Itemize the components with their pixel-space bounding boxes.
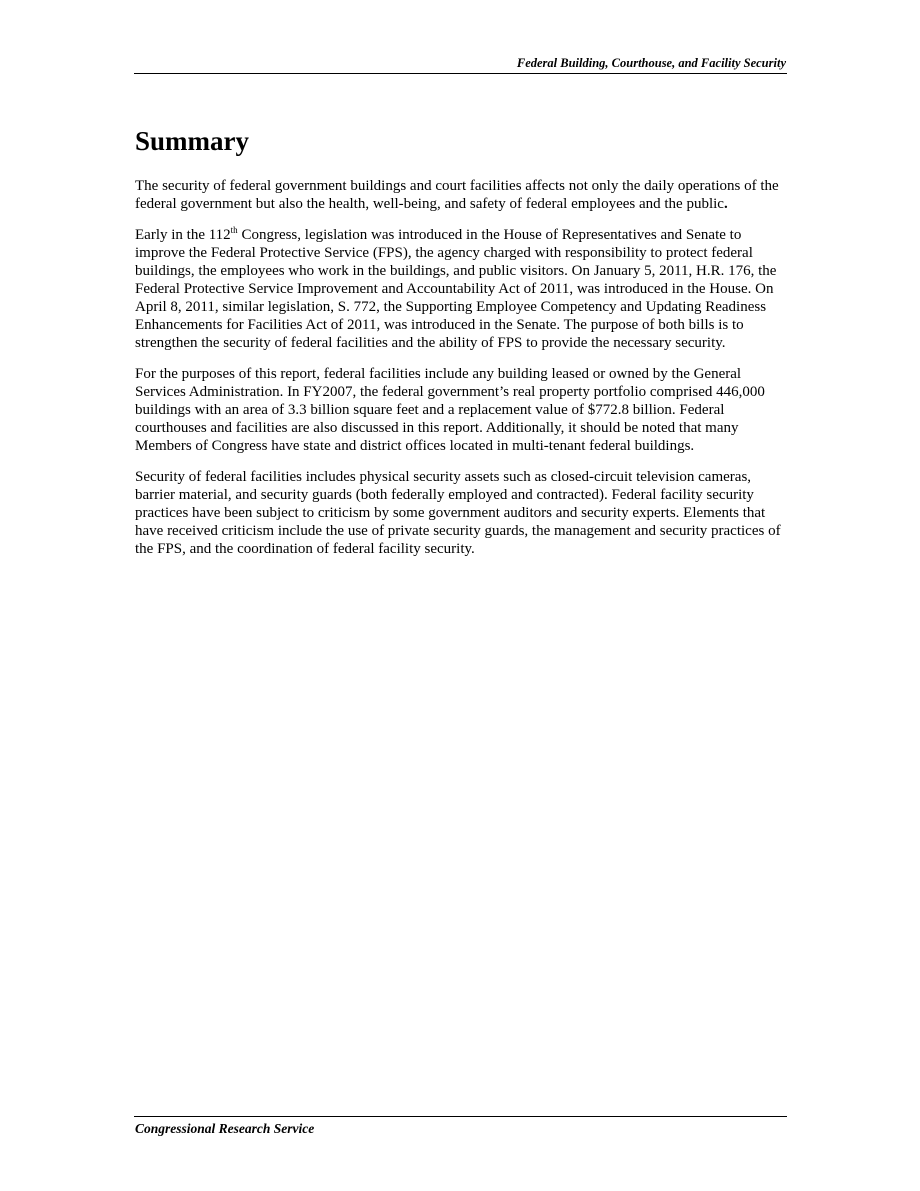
running-header-title: Federal Building, Courthouse, and Facility Security — [516, 56, 786, 70]
page-title: Summary — [135, 126, 249, 156]
paragraph-2-rest: Congress, legislation was introduced in the House of Representatives and Senate to improve the Federal Protective Service (FPS), the agency charged with responsibility to protect federal buildings, the employees who work in the buildings, and public visitors. On January 5, 2011, H.R. 176, the Federal Protective Service Improvement and Accountability Act of 2011, was introduced in the House. On April 8, 2011, similar legislation, S. 772, the Supporting Employee Competency and Updating Readiness Enhancements for Facilities Act of 2011, was introduced in the Senate. The purpose of both bills is to strengthen the security of federal facilities and the ability of FPS to provide the necessary security. — [135, 227, 777, 351]
running-footer-source: Congressional Research Service — [135, 1121, 315, 1136]
paragraph-2-lead: Early in the 112 — [135, 227, 231, 243]
paragraph-1-period: . — [723, 196, 728, 212]
summary-body — [135, 177, 790, 571]
paragraph-3: For the purposes of this report, federal facilities include any building leased or owned by the General Services Administration. In FY2007, the federal government’s real property portfolio comprised 446,000 buildings with an area of 3.3 billion square feet and a replacement value of $772.8 billion. Federal courthouses and facilities are also discussed in this report. Additionally, it should be noted that many Members of Congress have state and district offices located in multi-tenant federal buildings. — [135, 366, 765, 454]
paragraph-4: Security of federal facilities includes physical security assets such as closed-circuit television cameras, barrier material, and security guards (both federally employed and contracted). Federal facility security practices have been subject to criticism by some government auditors and security experts. Elements that have received criticism include the use of private security guards, the management and security practices of the FPS, and the coordination of federal facility security. — [135, 469, 781, 557]
header-divider — [134, 73, 787, 74]
paragraph-2 — [135, 226, 790, 352]
paragraph-1 — [135, 177, 790, 213]
paragraph-1-text: The security of federal government buildings and court facilities affects not only the daily operations of the federal government but also the health, well-being, and safety of federal employees and the public — [135, 178, 779, 212]
ordinal-superscript: th — [230, 225, 238, 235]
footer-divider — [134, 1116, 787, 1117]
